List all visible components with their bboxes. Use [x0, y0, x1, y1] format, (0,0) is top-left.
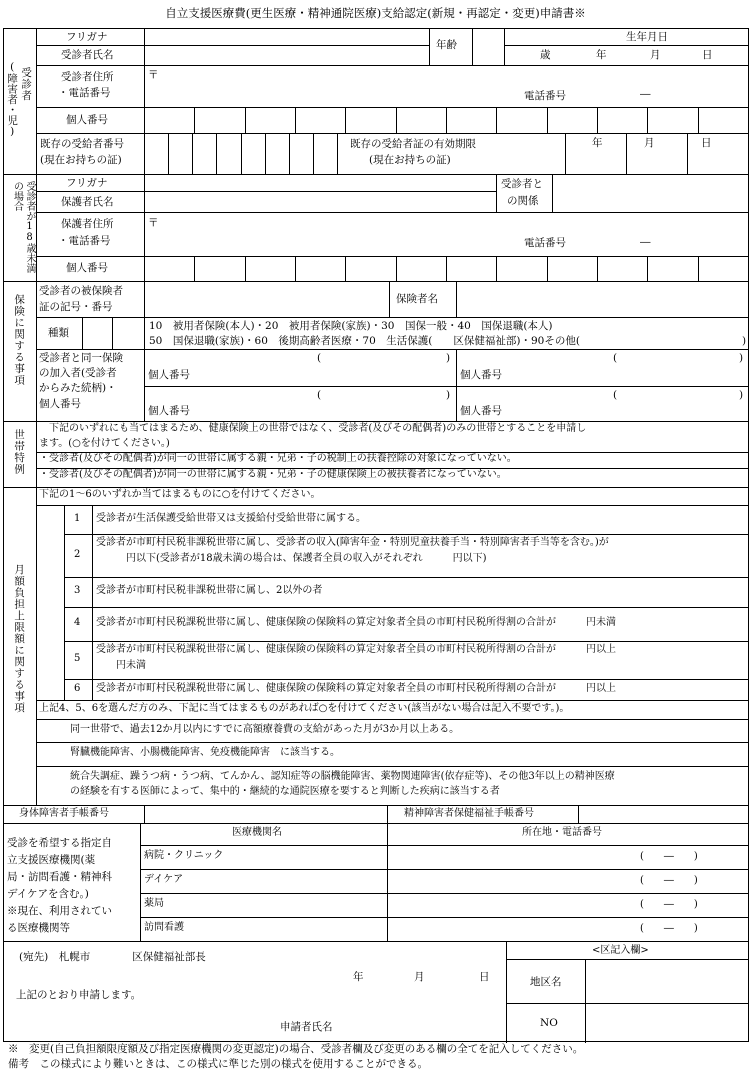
prev-valid-sub: (現在お持ちの証): [369, 154, 451, 166]
birth-date-label: 生年月日: [626, 31, 668, 43]
same-insurance-line2: の加入者(受診者: [39, 367, 117, 379]
institution-label-4: デイケアを含む。): [7, 888, 89, 900]
insurance-types-line2: 50 国保退職(家族)・60 後期高齢者医療・70 生活保護( 区保健福祉部)・90その他(: [149, 335, 580, 347]
family-relation-close-3: ): [446, 389, 451, 401]
monthly-option-number-6[interactable]: 6: [74, 682, 81, 694]
patient-phone-label: ・電話番号: [58, 87, 111, 99]
guardian-postal-mark: 〒: [148, 217, 159, 229]
institution-phone-1[interactable]: ( ― ): [640, 875, 698, 886]
same-insurance-line3: からみた続柄)・: [39, 382, 117, 394]
age-field[interactable]: [473, 30, 503, 64]
insured-number-field[interactable]: [145, 282, 388, 316]
institution-type-0: 病院・クリニック: [144, 850, 224, 861]
family-member-field-2[interactable]: [457, 350, 747, 385]
institution-type-2: 薬局: [144, 898, 164, 909]
form-frame: [3, 28, 749, 1042]
application-day: 日: [479, 971, 490, 983]
insurance-section-label: 保険に関する事項: [13, 294, 26, 386]
household-section-label: 世帯特例: [13, 429, 26, 475]
relation-label: 受診者と: [501, 178, 543, 190]
institution-name-header: 医療機関名: [232, 827, 282, 838]
mental-handbook-field[interactable]: [579, 806, 747, 822]
monthly-option-text-2-line2: 円以下(受診者が18歳未満の場合は、保護者全員の収入がそれぞれ 円以下): [96, 553, 487, 564]
monthly-option-number-1[interactable]: 1: [74, 512, 81, 524]
monthly-limit-section-label: 月額負担上限額に関する事項: [13, 564, 26, 714]
family-mynumber-label-1: 個人番号: [148, 369, 190, 381]
institution-label-2: 立支援医療機関(薬: [7, 854, 96, 866]
insurance-type-code-field[interactable]: [83, 318, 143, 348]
household-option-1[interactable]: ・受診者(及びその配偶者)が同一の世帯に属する親・兄弟・子の税制上の扶養控除の対象になっていない。: [39, 453, 517, 464]
guardian-name-field[interactable]: [145, 192, 495, 211]
family-member-field-3[interactable]: [145, 387, 455, 420]
birth-month-label: 月: [650, 49, 661, 61]
guardian-name-label: 保護者氏名: [61, 196, 114, 208]
office-use-header: <区記入欄>: [592, 945, 649, 956]
valid-year-label: 年: [592, 137, 603, 149]
institution-name-field-1[interactable]: [141, 870, 386, 892]
household-text-2: ます。(○を付けてください。): [39, 438, 170, 449]
guardian-furigana-field[interactable]: [145, 175, 495, 190]
monthly-extra-header: 上記4、5、6を選んだ方のみ、下記に当てはまるものがあれば○を付けてください(該当がない場合は記入不要です。)。: [39, 703, 570, 714]
patient-section-sub: (障害者・児): [6, 61, 19, 138]
family-relation-open-1: (: [317, 352, 322, 364]
family-relation-close-1: ): [446, 352, 451, 364]
monthly-option-number-3[interactable]: 3: [74, 585, 81, 596]
prev-cert-sub: (現在お持ちの証): [40, 154, 122, 166]
physical-handbook-label: 身体障害者手帳番号: [19, 808, 109, 819]
monthly-limit-header: 下記の1～6のいずれか当てはまるものに○を付けてください。: [39, 489, 321, 500]
insured-number-label: 受診者の被保険者: [39, 285, 123, 297]
family-relation-open-3: (: [317, 389, 322, 401]
age-unit: 歳: [540, 49, 551, 61]
guardian-mynumber-field[interactable]: [144, 256, 748, 281]
same-insurance-line4: 個人番号: [39, 398, 81, 410]
patient-section-label: 受診者: [20, 67, 33, 102]
district-label: 地区名: [530, 976, 562, 988]
monthly-option-text-2: 受診者が市町村民税非課税世帯に属し、受診者の収入(障害年金・特別児童扶養手当・特別障害者手当等を含む。)が: [96, 537, 609, 548]
insurance-types-line1: 10 被用者保険(本人)・20 被用者保険(家族)・30 国保一般・40 国保退職(本人): [149, 320, 553, 332]
footer-note-2: 備考 この様式により難いときは、この様式に準じた別の様式を使用することができる。: [8, 1058, 428, 1070]
guardian-mynumber-label: 個人番号: [66, 262, 108, 274]
institution-address-header: 所在地・電話番号: [522, 827, 602, 838]
applicant-name-label: 申請者氏名: [280, 1021, 333, 1033]
physical-handbook-field[interactable]: [145, 806, 386, 822]
family-relation-open-2: (: [613, 352, 618, 364]
patient-name-label: 受診者氏名: [61, 49, 114, 61]
monthly-extra-2[interactable]: 腎臓機能障害、小腸機能障害、免疫機能障害 に該当する。: [70, 747, 340, 758]
patient-mynumber-field[interactable]: [144, 107, 748, 133]
relation-sub: の関係: [507, 195, 539, 207]
guardian-section-label: 受診者が18歳未満の場合: [11, 181, 35, 273]
monthly-extra-3a[interactable]: 統合失調症、躁うつ病・うつ病、てんかん、認知症等の脳機能障害、薬物関連障害(依存症等)、その他3年以上の精神医療: [70, 771, 615, 782]
same-insurance-label: 受診者と同一保険: [39, 352, 123, 364]
guardian-address-label: 保護者住所: [61, 218, 114, 230]
institution-name-field-0[interactable]: [141, 846, 386, 868]
family-mynumber-label-3: 個人番号: [148, 405, 190, 417]
monthly-option-text-1: 受診者が生活保護受給世帯又は支援給付受給世帯に属する。: [96, 512, 366, 524]
valid-month-label: 月: [644, 137, 655, 149]
insurer-label: 保険者名: [396, 293, 438, 305]
patient-address-field[interactable]: [159, 67, 747, 105]
monthly-option-text-4: 受診者が市町村民税課税世帯に属し、健康保険の保険料の算定対象者全員の市町村民税所得割の合計が 円未満: [96, 617, 616, 628]
patient-postal-mark: 〒: [148, 69, 159, 81]
insured-number-sub: 証の記号・番号: [39, 301, 113, 313]
patient-mynumber-label: 個人番号: [66, 114, 108, 126]
birth-year-label: 年: [596, 49, 607, 61]
family-member-field-1[interactable]: [145, 350, 455, 385]
form-title: 自立支援医療費(更生医療・精神通院医療)支給認定(新規・再認定・変更)申請書※: [165, 6, 586, 20]
guardian-phone-label: ・電話番号: [58, 235, 111, 247]
monthly-option-text-5: 受診者が市町村民税課税世帯に属し、健康保険の保険料の算定対象者全員の市町村民税所得割の合計が 円以上: [96, 644, 616, 655]
monthly-option-text-5-line2: 円未満: [96, 660, 146, 671]
monthly-extra-3b: の経験を有する医師によって、集中的・継続的な通院医療を要すると判断した疾病に該当する者: [70, 786, 500, 797]
institution-label-5: ※現在、利用されてい: [7, 905, 112, 917]
institution-label-3: 局・訪問看護・精神科: [7, 871, 112, 883]
family-member-field-4[interactable]: [457, 387, 747, 420]
footer-note-1: ※ 変更(自己負担額限度額及び指定医療機関の変更認定)の場合、受診者欄及び変更のある欄の全てを記入してください。: [8, 1043, 584, 1055]
monthly-option-number-4[interactable]: 4: [74, 617, 81, 628]
insurance-type-label: 種類: [48, 327, 69, 339]
family-relation-close-2: ): [739, 352, 744, 364]
institution-phone-3[interactable]: ( ― ): [640, 923, 698, 934]
institution-type-3: 訪問看護: [144, 922, 184, 933]
monthly-option-text-3: 受診者が市町村民税非課税世帯に属し、2以外の者: [96, 585, 323, 596]
guardian-phone-caption: 電話番号: [524, 237, 566, 249]
monthly-option-number-2[interactable]: 2: [74, 548, 81, 560]
institution-phone-2[interactable]: ( ― ): [640, 899, 698, 910]
guardian-address-field[interactable]: [159, 214, 747, 254]
institution-name-field-2[interactable]: [141, 894, 386, 916]
addressee: (宛先) 札幌市 区保健福祉部長: [19, 951, 206, 963]
insurance-types-close: ): [742, 335, 747, 347]
prev-cert-field[interactable]: [144, 133, 337, 174]
household-option-2[interactable]: ・受診者(及びその配偶者)が同一の世帯に属する親・兄弟・子の健康保険上の被扶養者になっていない。: [39, 469, 507, 480]
institution-type-1: デイケア: [144, 874, 184, 885]
guardian-furigana-label: フリガナ: [66, 177, 108, 189]
application-month: 月: [414, 971, 425, 983]
relation-field[interactable]: [553, 175, 747, 211]
patient-name-field[interactable]: [145, 46, 428, 64]
guardian-phone-dash: ―: [640, 236, 651, 248]
family-relation-open-4: (: [613, 389, 618, 401]
monthly-extra-1[interactable]: 同一世帯で、過去12か月以内にすでに高額療養費の支給があった月が3か月以上ある。: [70, 724, 460, 735]
family-mynumber-label-4: 個人番号: [460, 405, 502, 417]
patient-furigana-label: フリガナ: [66, 31, 108, 43]
mental-handbook-label: 精神障害者保健福祉手帳番号: [404, 808, 534, 819]
family-relation-close-4: ): [739, 389, 744, 401]
patient-phone-caption: 電話番号: [524, 90, 566, 102]
household-text-1: 下記のいずれにも当てはまるため、健康保険上の世帯ではなく、受診者(及びその配偶者)のみの世帯とすることを申請し: [39, 423, 587, 434]
patient-furigana-field[interactable]: [145, 30, 428, 44]
patient-address-label: 受診者住所: [61, 71, 114, 83]
applicant-name-field[interactable]: [354, 1009, 499, 1033]
application-year: 年: [353, 971, 364, 983]
prev-valid-label: 既存の受給者証の有効期限: [350, 138, 476, 150]
institution-label-6: る医療機関等: [7, 922, 70, 934]
application-statement: 上記のとおり申請します。: [16, 989, 142, 1001]
institution-label-1: 受診を希望する指定自: [7, 837, 112, 849]
office-no-label: NO: [540, 1017, 558, 1029]
prev-cert-label: 既存の受給者番号: [40, 138, 124, 150]
insurer-field[interactable]: [457, 282, 747, 316]
institution-name-field-3[interactable]: [141, 918, 386, 940]
valid-day-label: 日: [701, 137, 712, 149]
institution-phone-0[interactable]: ( ― ): [640, 851, 698, 862]
family-mynumber-label-2: 個人番号: [460, 369, 502, 381]
birth-day-label: 日: [702, 49, 713, 61]
monthly-option-number-5[interactable]: 5: [74, 653, 81, 664]
monthly-option-text-6: 受診者が市町村民税課税世帯に属し、健康保険の保険料の算定対象者全員の市町村民税所得割の合計が 円以上: [96, 682, 616, 694]
patient-phone-dash: ―: [640, 88, 651, 100]
age-label: 年齢: [436, 39, 457, 51]
